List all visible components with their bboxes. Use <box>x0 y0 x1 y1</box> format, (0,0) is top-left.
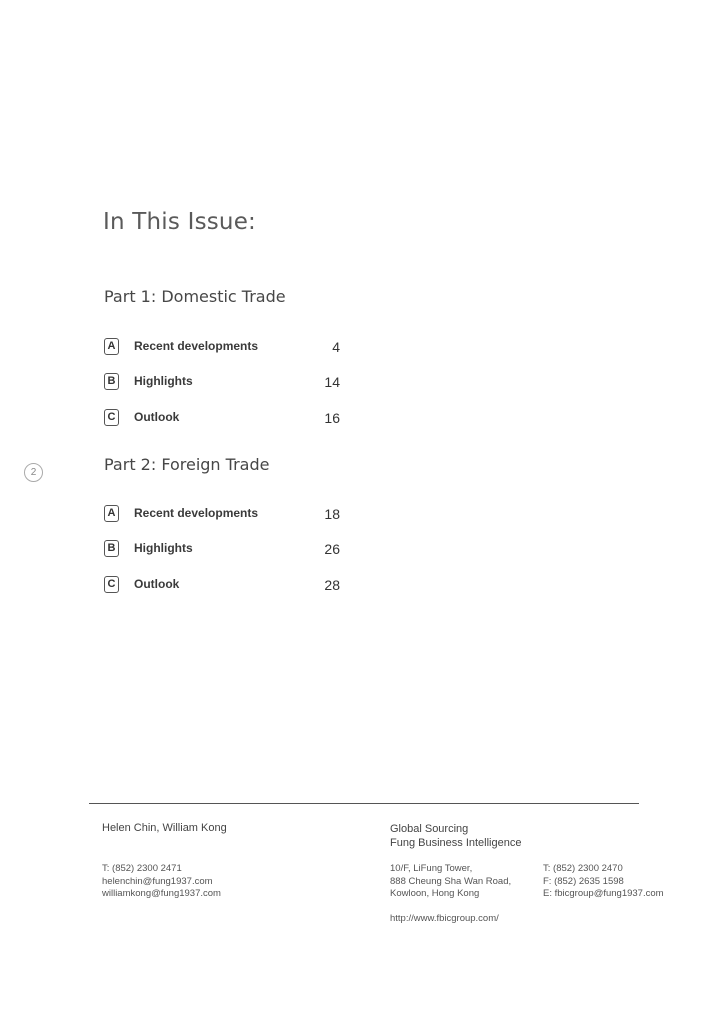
letter-badge: B <box>104 373 119 390</box>
organization-name: Fung Business Intelligence <box>390 837 522 849</box>
letter-badge: B <box>104 540 119 557</box>
address-line: 10/F, LiFung Tower, <box>390 863 473 874</box>
toc-page-number: 14 <box>324 374 340 390</box>
letter-badge: A <box>104 338 119 355</box>
letter-badge: A <box>104 505 119 522</box>
part-2-heading: Part 2: Foreign Trade <box>104 455 270 474</box>
toc-label: Outlook <box>134 577 180 591</box>
page-number-badge: 2 <box>24 463 43 482</box>
website-link[interactable]: http://www.fbicgroup.com/ <box>390 913 499 924</box>
office-fax: F: (852) 2635 1598 <box>543 875 624 887</box>
toc-page-number: 18 <box>324 506 340 522</box>
toc-entry-part1-c[interactable] <box>104 409 344 429</box>
toc-label: Highlights <box>134 374 193 388</box>
toc-label: Outlook <box>134 410 180 424</box>
toc-label: Highlights <box>134 541 193 555</box>
toc-entry-part2-c[interactable] <box>104 576 344 596</box>
author-contact-block <box>102 863 221 901</box>
letter-badge: C <box>104 409 119 426</box>
footer-authors: Helen Chin, William Kong <box>102 822 227 834</box>
office-email-link[interactable]: E: fbicgroup@fung1937.com <box>543 888 664 899</box>
department-name: Global Sourcing <box>390 823 469 835</box>
author-email-link[interactable]: williamkong@fung1937.com <box>102 888 221 899</box>
toc-label: Recent developments <box>134 339 259 353</box>
toc-page-number: 28 <box>324 577 340 593</box>
footer-department <box>390 822 521 850</box>
office-address-block <box>390 863 511 901</box>
office-phone: T: (852) 2300 2470 <box>543 863 623 874</box>
toc-entry-part1-b[interactable] <box>104 373 344 393</box>
toc-entry-part2-b[interactable] <box>104 540 344 560</box>
toc-entry-part1-a[interactable] <box>104 338 344 358</box>
author-email-link[interactable]: helenchin@fung1937.com <box>102 875 213 887</box>
author-phone: T: (852) 2300 2471 <box>102 863 182 874</box>
toc-page-number: 26 <box>324 541 340 557</box>
address-line: Kowloon, Hong Kong <box>390 888 480 899</box>
address-line: 888 Cheung Sha Wan Road, <box>390 875 512 887</box>
footer-divider <box>89 803 639 804</box>
toc-page-number: 16 <box>324 410 340 426</box>
toc-label: Recent developments <box>134 506 259 520</box>
letter-badge: C <box>104 576 119 593</box>
toc-entry-part2-a[interactable] <box>104 505 344 525</box>
page-title: In This Issue: <box>103 209 257 235</box>
toc-page-number: 4 <box>332 339 340 355</box>
part-1-heading: Part 1: Domestic Trade <box>104 287 286 306</box>
office-contact-block <box>543 863 664 901</box>
